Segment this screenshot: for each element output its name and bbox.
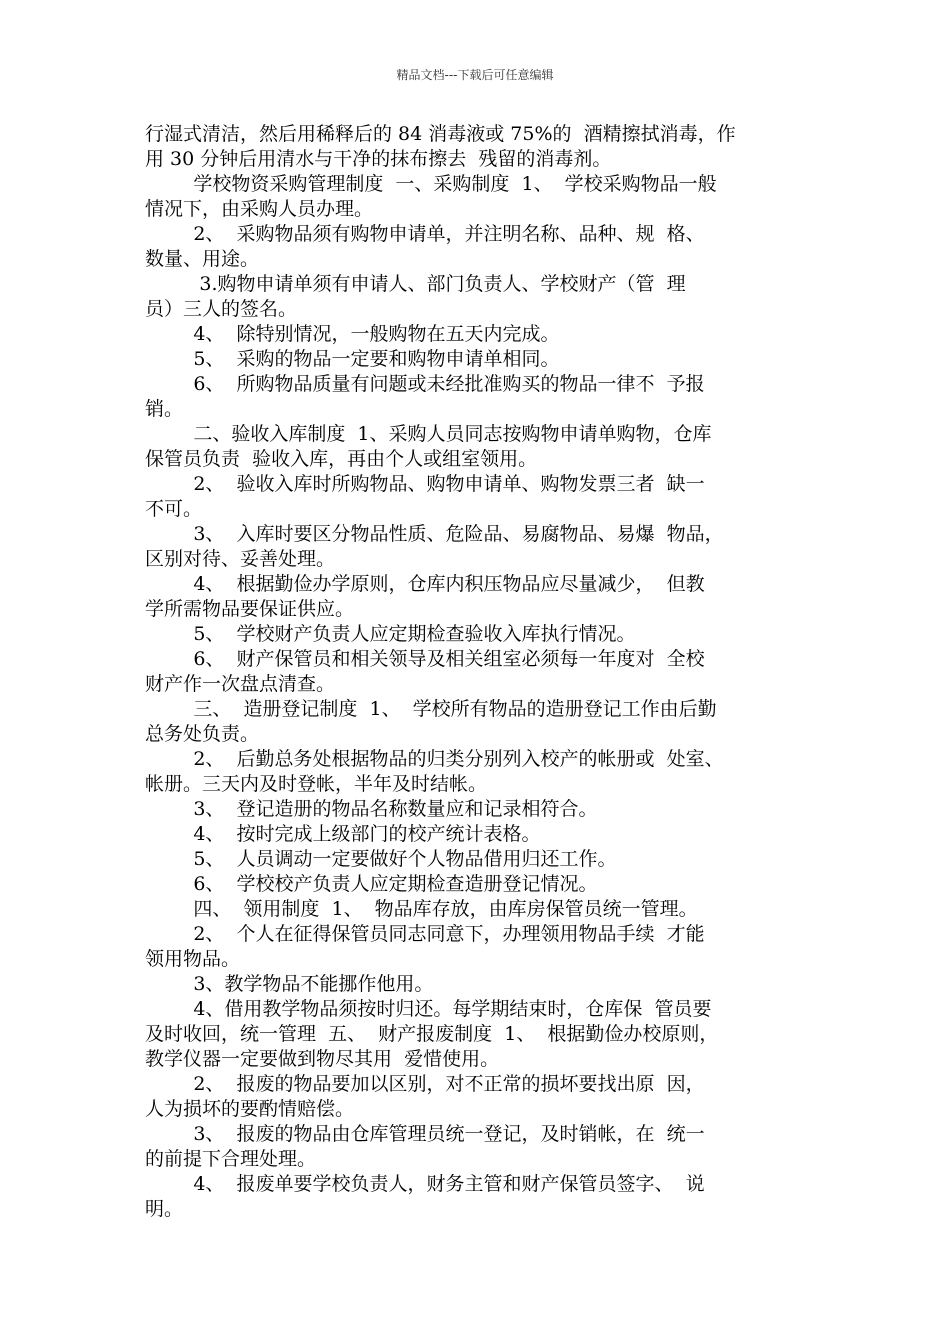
text-line: 帐册。三天内及时登帐，半年及时结帐。 [145,773,488,795]
text-line: 教学仪器一定要做到物尽其用 爱惜使用。 [145,1048,500,1070]
text-line: 不可。 [145,498,203,520]
text-line: 3、 入库时要区分物品性质、危险品、易腐物品、易爆 物品， [145,523,724,545]
text-line: 及时收回，统一管理 五、 财产报废制度 1、 根据勤俭办校原则， [145,1023,719,1045]
text-line: 2、 验收入库时所购物品、购物申请单、购物发票三者 缺一 [145,473,705,495]
text-line: 4、借用教学物品须按时归还。每学期结束时，仓库保 管员要 [145,998,712,1020]
text-line: 总务处负责。 [145,723,260,745]
text-line: 5、 采购的物品一定要和购物申请单相同。 [145,348,560,370]
text-line: 四、 领用制度 1、 物品库存放，由库房保管员统一管理。 [145,898,698,920]
text-line: 4、 按时完成上级部门的校产统计表格。 [145,823,541,845]
text-line: 领用物品。 [145,948,241,970]
text-line: 2、 个人在征得保管员同志同意下，办理领用物品手续 才能 [145,923,705,945]
text-line: 3、教学物品不能挪作他用。 [145,973,434,995]
text-line: 数量、用途。 [145,248,260,270]
text-line: 销。 [145,398,184,420]
text-line: 员）三人的签名。 [145,298,298,320]
text-line: 三、 造册登记制度 1、 学校所有物品的造册登记工作由后勤 [145,698,717,720]
text-line: 区别对待、妥善处理。 [145,548,336,570]
text-line: 2、 后勤总务处根据物品的归类分别列入校产的帐册或 处室、 [145,748,724,770]
text-line: 4、 报废单要学校负责人，财务主管和财产保管员签字、 说 [145,1173,705,1195]
text-line: 3、 登记造册的物品名称数量应和记录相符合。 [145,798,598,820]
text-line: 保管员负责 验收入库，再由个人或组室领用。 [145,448,538,470]
text-line: 学所需物品要保证供应。 [145,598,355,620]
text-line: 6、 所购物品质量有问题或未经批准购买的物品一律不 予报 [145,373,705,395]
text-line: 明。 [145,1198,184,1220]
text-line: 5、 学校财产负责人应定期检查验收入库执行情况。 [145,623,636,645]
text-line: 2、 报废的物品要加以区别，对不正常的损坏要找出原 因， [145,1073,705,1095]
text-line: 3.购物申请单须有申请人、部门负责人、学校财产（管 理 [145,273,686,295]
text-line: 4、 除特别情况，一般购物在五天内完成。 [145,323,560,345]
text-line: 的前提下合理处理。 [145,1148,317,1170]
text-line: 6、 学校校产负责人应定期检查造册登记情况。 [145,873,598,895]
page-header: 精品文档---下载后可任意编辑 [396,68,554,82]
text-line: 6、 财产保管员和相关领导及相关组室必须每一年度对 全校 [145,648,705,670]
text-line: 4、 根据勤俭办学原则，仓库内积压物品应尽量减少， 但教 [145,573,705,595]
text-line: 学校物资采购管理制度 一、采购制度 1、 学校采购物品一般 [145,173,717,195]
text-line: 二、验收入库制度 1、采购人员同志按购物申请单购物，仓库 [145,423,712,445]
text-line: 财产作一次盘点清查。 [145,673,336,695]
text-line: 人为损坏的要酌情赔偿。 [145,1098,355,1120]
text-line: 5、 人员调动一定要做好个人物品借用归还工作。 [145,848,617,870]
text-line: 行湿式清洁，然后用稀释后的 84 消毒液或 75%的 酒精擦拭消毒，作 [145,123,736,145]
text-line: 情况下，由采购人员办理。 [145,198,374,220]
text-line: 2、 采购物品须有购物申请单，并注明名称、品种、规 格、 [145,223,705,245]
document-body [145,122,825,1222]
text-line: 用 30 分钟后用清水与干净的抹布擦去 残留的消毒剂。 [145,148,612,170]
text-line: 3、 报废的物品由仓库管理员统一登记，及时销帐，在 统一 [145,1123,705,1145]
